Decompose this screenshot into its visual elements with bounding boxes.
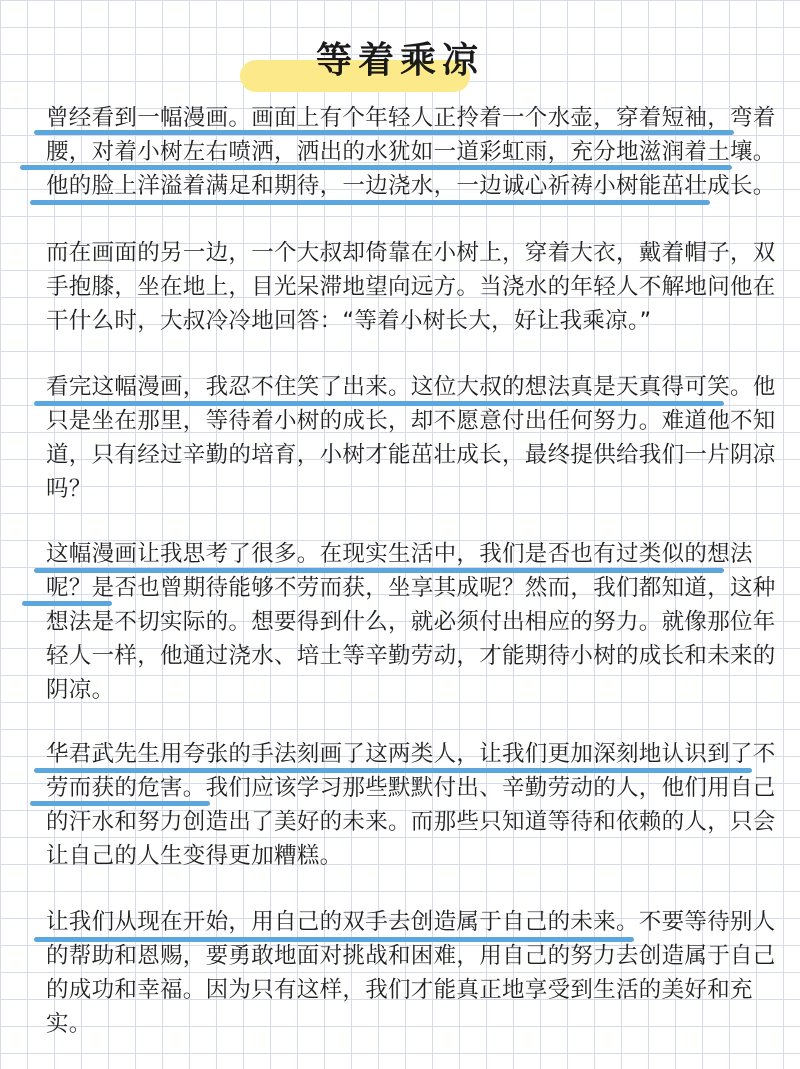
page-title: 等着乘凉 (315, 40, 484, 81)
text-line: 而在画面的另一边，一个大叔却倚靠在小树上，穿着大衣，戴着帽子，双 (46, 240, 776, 266)
text-line: 吗？ (46, 476, 92, 502)
text-line: 的汗水和努力创造出了美好的未来。而那些只知道等待和依赖的人，只会 (46, 809, 776, 835)
paragraph-4 (46, 537, 776, 707)
paragraph-2 (46, 236, 776, 338)
text-line: 呢？是否也曾期待能够不劳而获，坐享其成呢？然而，我们都知道，这种 (46, 575, 776, 601)
text-line: 腰，对着小树左右喷洒，洒出的水犹如一道彩虹雨，充分地滋润着土壤。 (46, 139, 776, 165)
text-line: 他的脸上洋溢着满足和期待，一边浇水，一边诚心祈祷小树能茁壮成长。 (46, 173, 776, 199)
text-line: 劳而获的危害。我们应该学习那些默默付出、辛勤劳动的人，他们用自己 (46, 775, 776, 801)
paragraph-6 (46, 905, 776, 1041)
text-line: 看完这幅漫画，我忍不住笑了出来。这位大叔的想法真是天真得可笑。他 (46, 374, 776, 400)
text-line: 这幅漫画让我思考了很多。在现实生活中，我们是否也有过类似的想法 (46, 541, 753, 567)
text-line: 的成功和幸福。因为只有这样，我们才能真正地享受到生活的美好和充 (46, 977, 753, 1003)
text-line: 让我们从现在开始，用自己的双手去创造属于自己的未来。不要等待别人 (46, 909, 776, 935)
paragraph-3 (46, 370, 776, 506)
paragraph-1 (46, 101, 776, 203)
text-line: 曾经看到一幅漫画。画面上有个年轻人正拎着一个水壶，穿着短袖，弯着 (46, 105, 776, 131)
title-block (0, 30, 800, 90)
text-line: 华君武先生用夸张的手法刻画了这两类人，让我们更加深刻地认识到了不 (46, 741, 776, 767)
text-line: 想法是不切实际的。想要得到什么，就必须付出相应的努力。就像那位年 (46, 609, 776, 635)
text-line: 实。 (46, 1011, 92, 1037)
text-line: 只是坐在那里，等待着小树的成长，却不愿意付出任何努力。难道他不知 (46, 408, 776, 434)
text-line: 道，只有经过辛勤的培育，小树才能茁壮成长，最终提供给我们一片阴凉 (46, 442, 776, 468)
paragraph-5 (46, 737, 776, 873)
text-line: 让自己的人生变得更加糟糕。 (46, 843, 343, 869)
text-line: 的帮助和恩赐，要勇敢地面对挑战和困难，用自己的努力去创造属于自己 (46, 943, 776, 969)
text-line: 轻人一样，他通过浇水、培土等辛勤劳动，才能期待小树的成长和未来的 (46, 643, 776, 669)
text-line: 阴凉。 (46, 677, 115, 703)
text-line: 干什么时，大叔冷冷地回答：“等着小树长大，好让我乘凉。” (46, 308, 652, 334)
text-line: 手抱膝，坐在地上，目光呆滞地望向远方。当浇水的年轻人不解地问他在 (46, 274, 776, 300)
